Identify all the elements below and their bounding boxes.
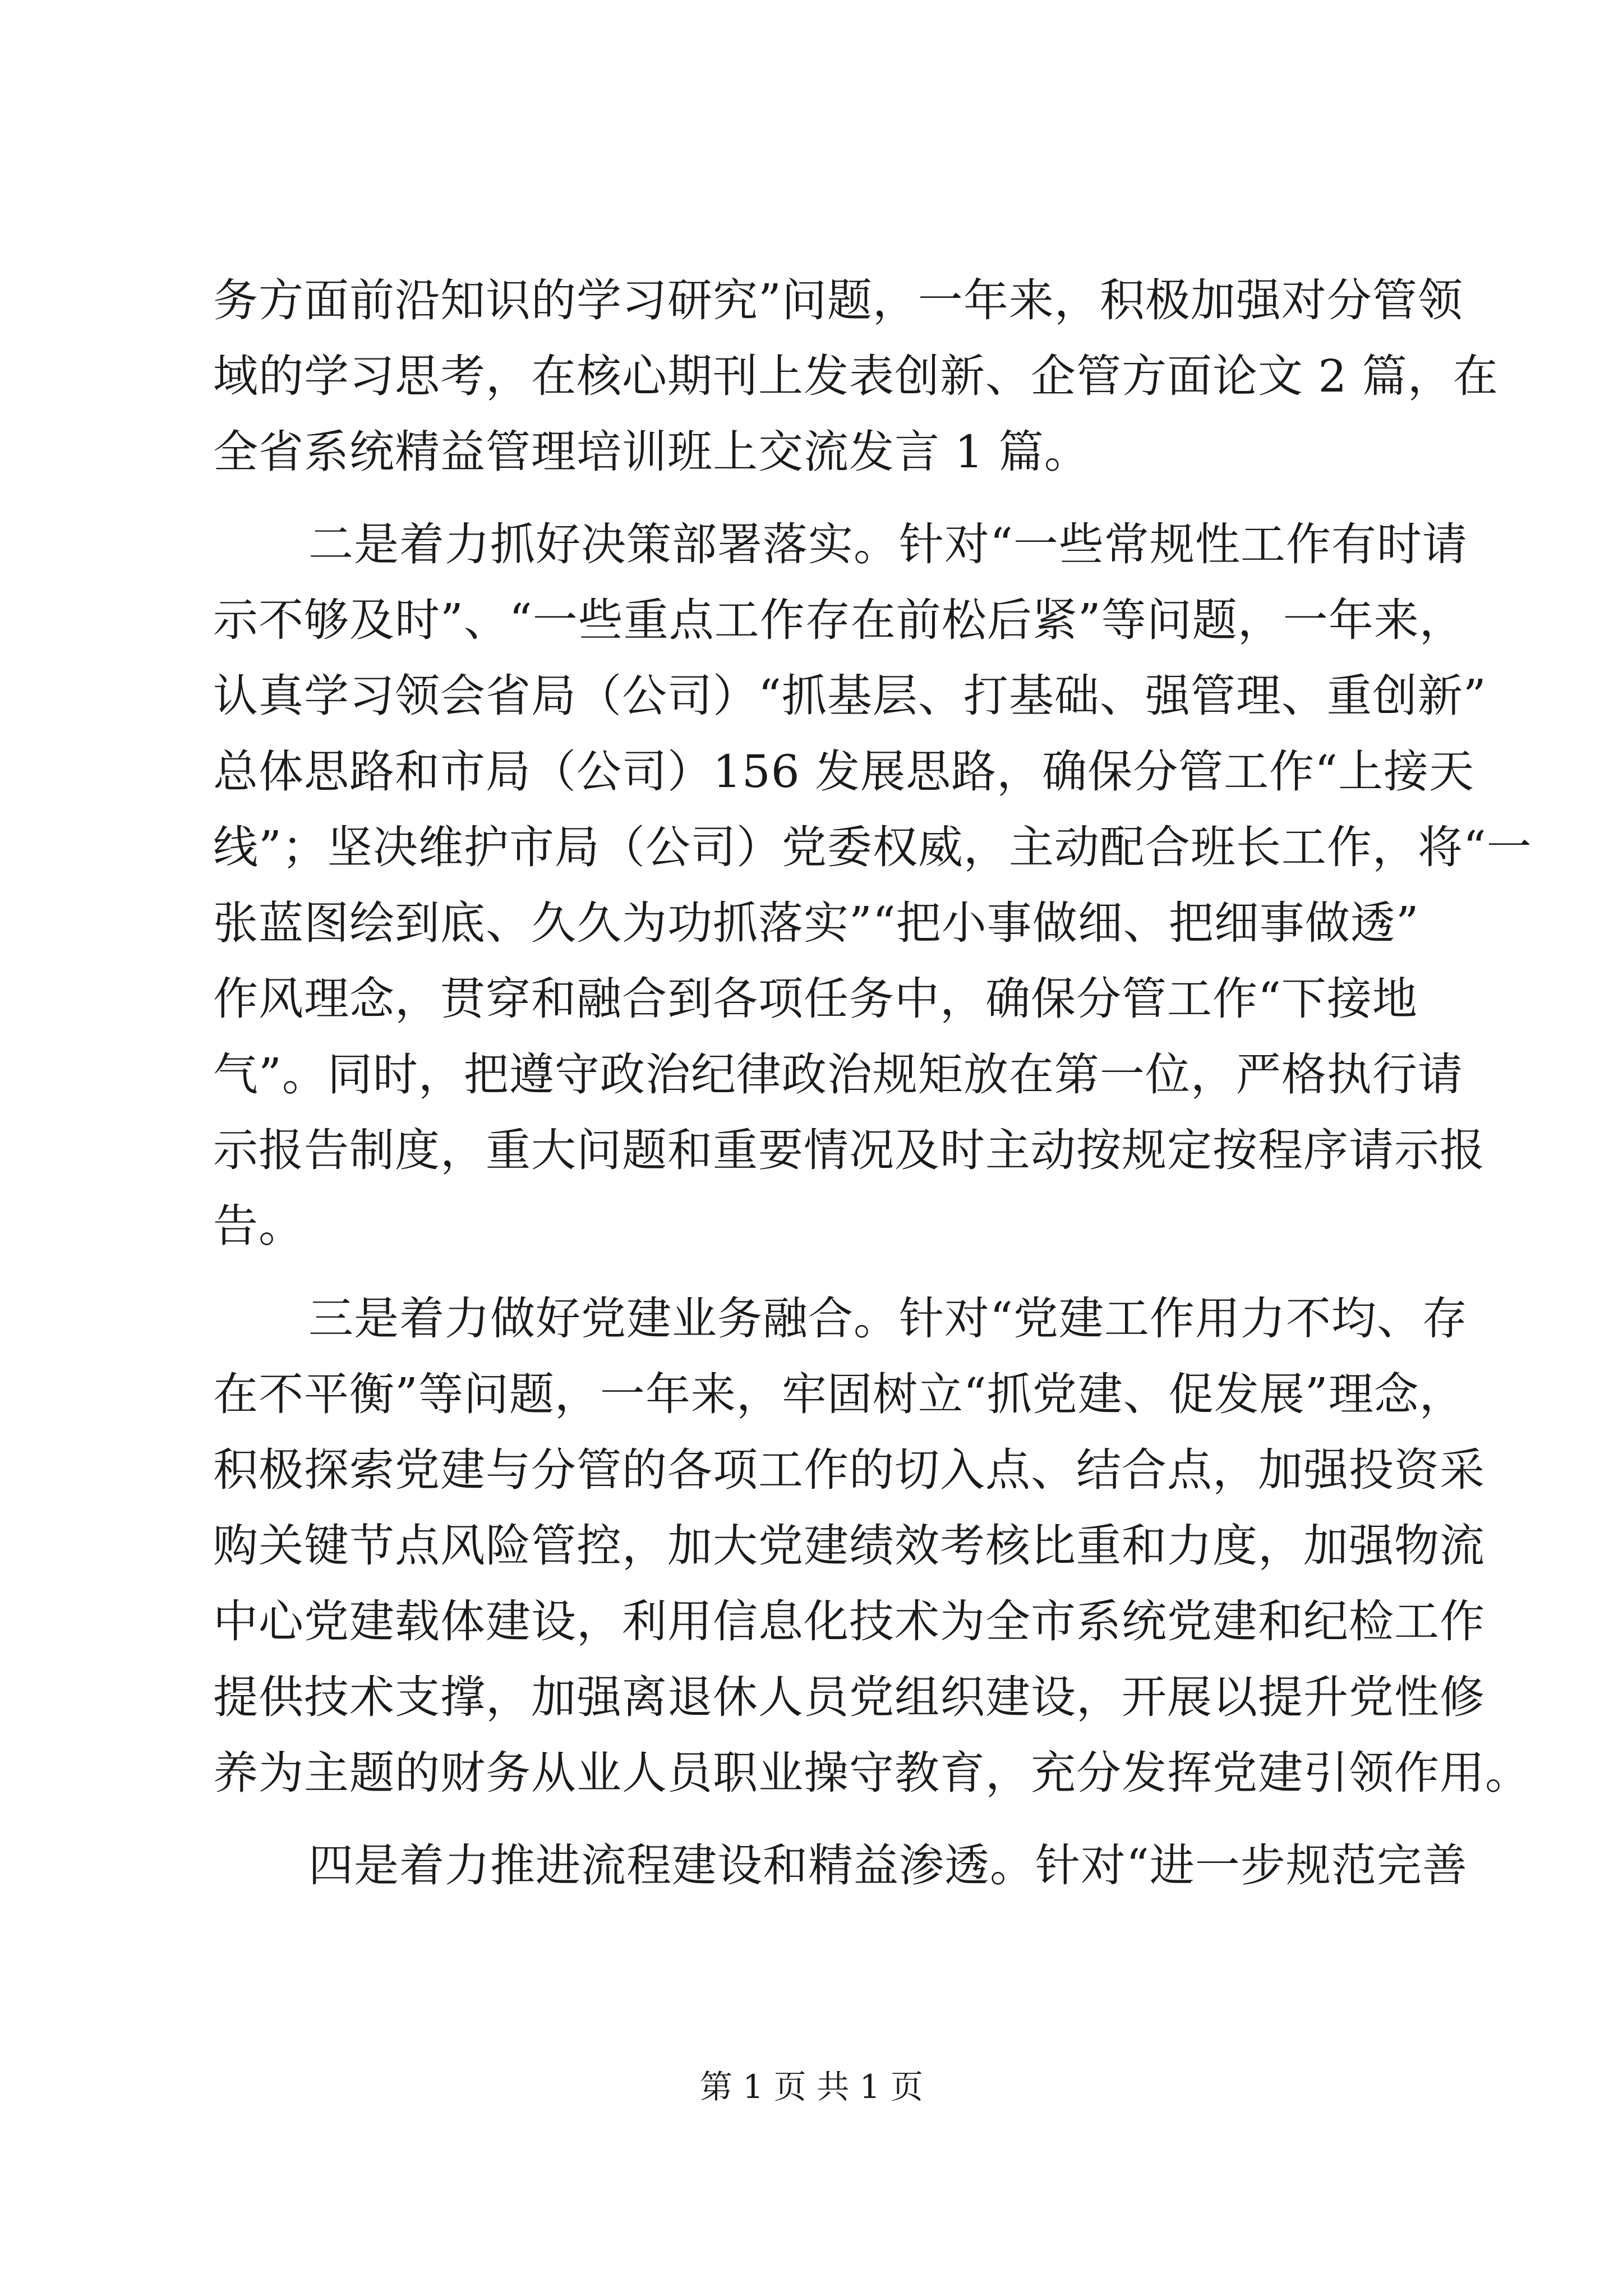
paragraph-1-line-2: 域的学习思考，在核心期刊上发表创新、企管方面论文 2 篇，在: [213, 350, 1498, 402]
paragraph-2-line-6: 张蓝图绘到底、久久为功抓落实”“把小事做细、把细事做透”: [213, 897, 1419, 949]
paragraph-2-line-4: 总体思路和市局（公司）156 发展思路，确保分管工作“上接天: [213, 746, 1475, 798]
paragraph-3-line-1: 三是着力做好党建业务融合。针对“党建工作用力不均、存: [308, 1292, 1468, 1345]
paragraph-1-line-3: 全省系统精益管理培训班上交流发言 1 篇。: [213, 426, 1090, 478]
paragraph-3-line-4: 购关键节点风险管控，加大党建绩效考核比重和力度，加强物流: [213, 1520, 1485, 1572]
paragraph-2-line-7: 作风理念，贯穿和融合到各项任务中，确保分管工作“下接地: [213, 973, 1418, 1025]
paragraph-2-line-1: 二是着力抓好决策部署落实。针对“一些常规性工作有时请: [308, 518, 1468, 570]
paragraph-2-line-10: 告。: [213, 1200, 304, 1252]
paragraph-3-line-6: 提供技术支撑，加强离退休人员党组织建设，开展以提升党性修: [213, 1671, 1485, 1723]
paragraph-2-line-2: 示不够及时”、“一些重点工作存在前松后紧”等问题，一年来，: [213, 594, 1465, 646]
paragraph-2-line-9: 示报告制度，重大问题和重要情况及时主动按规定按程序请示报: [213, 1124, 1485, 1176]
paragraph-2-line-8: 气”。同时，把遵守政治纪律政治规矩放在第一位，严格执行请: [213, 1048, 1463, 1101]
page-number-label: 第 1 页 共 1 页: [700, 2068, 923, 2106]
paragraph-3-line-5: 中心党建载体建设，利用信息化技术为全市系统党建和纪检工作: [213, 1595, 1485, 1648]
paragraph-2-line-5: 线”；坚决维护市局（公司）党委权威，主动配合班长工作，将“一: [213, 821, 1532, 873]
paragraph-3-line-3: 积极探索党建与分管的各项工作的切入点、结合点，加强投资采: [213, 1444, 1485, 1496]
paragraph-3-line-2: 在不平衡”等问题，一年来，牢固树立“抓党建、促发展”理念，: [213, 1368, 1465, 1420]
document-body: [213, 263, 1532, 1903]
page-footer: [0, 2064, 1623, 2109]
paragraph-1-line-1: 务方面前沿知识的学习研究”问题，一年来，积极加强对分管领: [213, 274, 1463, 326]
paragraph-4-line-1: 四是着力推进流程建设和精益渗透。针对“进一步规范完善: [308, 1839, 1468, 1892]
paragraph-2-line-3: 认真学习领会省局（公司）“抓基层、打基础、强管理、重创新”: [213, 670, 1487, 722]
paragraph-3-line-7: 养为主题的财务从业人员职业操守教育，充分发挥党建引领作用。: [213, 1747, 1530, 1799]
